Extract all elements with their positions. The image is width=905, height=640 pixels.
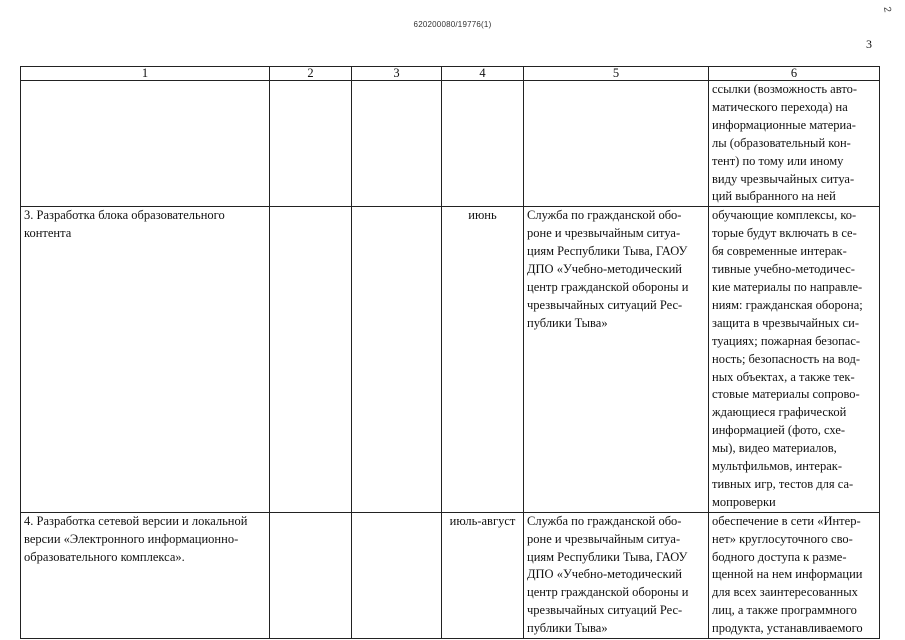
- column-header: 5: [524, 67, 709, 81]
- column-header: 6: [709, 67, 880, 81]
- table-row: [21, 512, 880, 638]
- table-cell-col2: [270, 81, 352, 207]
- table-cell-result: ссылки (возможность авто- матического перехода) на информационные материа- лы (образовательный кон- тент) по тому или иному виду чрезвычайных ситуа- ций выбранного на ней: [709, 81, 880, 207]
- table-cell-activity: [21, 81, 270, 207]
- column-header: 2: [270, 67, 352, 81]
- table-cell-activity: 3. Разработка блока образовательного контента: [21, 207, 270, 512]
- table-cell-activity: 4. Разработка сетевой версии и локальной версии «Электронного информационно- образовательного комплекса».: [21, 512, 270, 638]
- table-cell-result: обеспечение в сети «Интер- нет» круглосуточного сво- бодного доступа к разме- щенной на нем информации для всех заинтересованных лиц, а также программного продукта, устанавливаемого: [709, 512, 880, 638]
- plan-table: [20, 66, 880, 639]
- table-cell-col3: [352, 207, 442, 512]
- column-header: 3: [352, 67, 442, 81]
- table-row: [21, 81, 880, 207]
- table-cell-responsible: Служба по гражданской обо- роне и чрезвычайным ситуа- циям Республики Тыва, ГАОУ ДПО «Учебно-методический центр гражданской обороны и чрезвычайных ситуаций Рес- публики Тыва»: [524, 512, 709, 638]
- table-cell-col3: [352, 81, 442, 207]
- table-cell-period: [442, 81, 524, 207]
- table-cell-responsible: [524, 81, 709, 207]
- page-number: 3: [866, 37, 872, 51]
- table-cell-responsible: Служба по гражданской обо- роне и чрезвычайным ситуа- циям Республики Тыва, ГАОУ ДПО «Учебно-методический центр гражданской обороны и чрезвычайных ситуаций Рес- публики Тыва»: [524, 207, 709, 512]
- corner-mark: 2: [880, 5, 893, 14]
- table-cell-col3: [352, 512, 442, 638]
- column-header: 1: [21, 67, 270, 81]
- column-header: 4: [442, 67, 524, 81]
- table-cell-col2: [270, 207, 352, 512]
- table-cell-result: обучающие комплексы, ко- торые будут включать в се- бя современные интерак- тивные учебно-методичес- кие материалы по направле- ниям: гражданская оборона; защита в чрезвычайных си- туациях; пожарная безопас- ность; безопасность на вод- ных объектах, а также тек- стовые материалы сопрово- ждающиеся графической информацией (фото, схе- мы), видео материалов, мультфильмов, интерак- тивных игр, тестов для са- мопроверки: [709, 207, 880, 512]
- table-header-row: [21, 67, 880, 81]
- table-row: [21, 207, 880, 512]
- document-id: 620200080/19776(1): [413, 20, 492, 29]
- table-cell-col2: [270, 512, 352, 638]
- table-cell-period: июнь: [442, 207, 524, 512]
- table-cell-period: июль-август: [442, 512, 524, 638]
